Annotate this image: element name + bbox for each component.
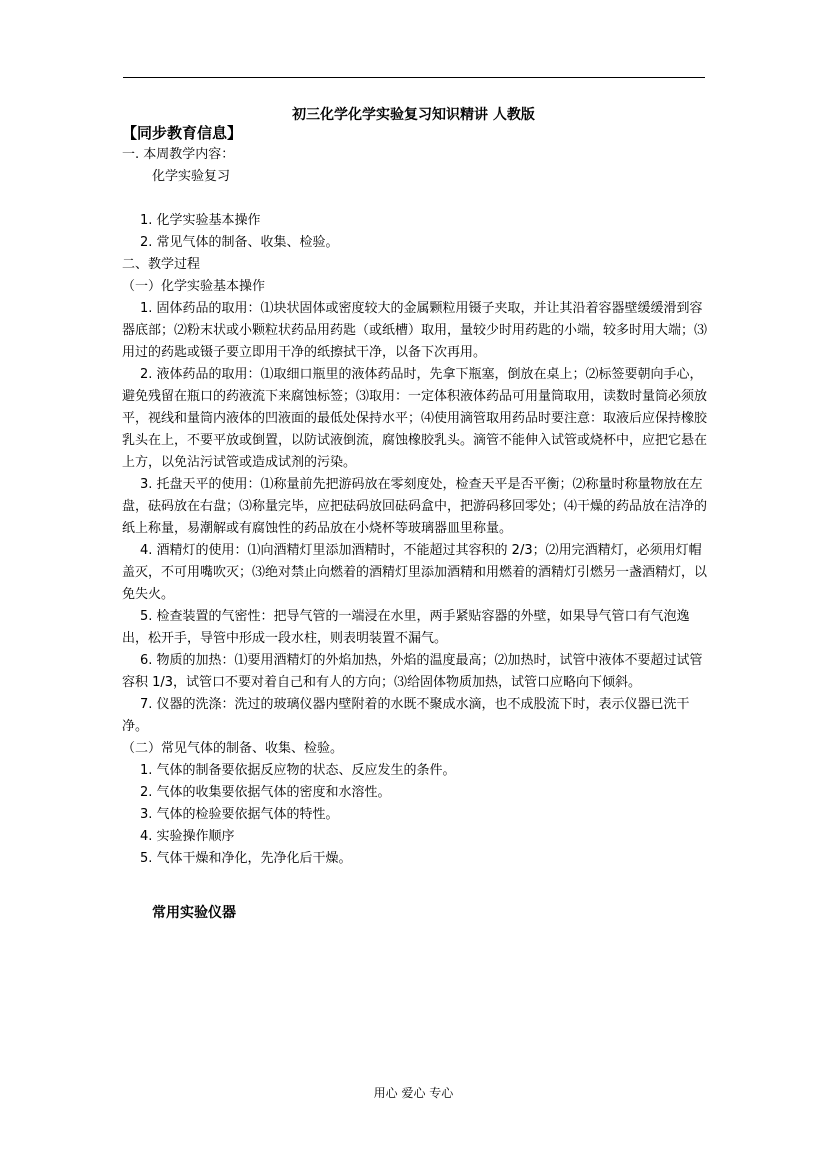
page-footer: 用心 爱心 专心 <box>373 1086 454 1100</box>
section-heading: 【同步教育信息】 <box>122 124 243 142</box>
page-title: 初三化学化学实验复习知识精讲 人教版 <box>292 107 535 123</box>
paragraph-item: 6. 物质的加热：⑴要用酒精灯的外焰加热，外焰的温度最高；⑵加热时，试管中液体不要超过试管容积 1/3，试管口不要对着自己和有人的方向；⑶给固体物质加热，试管口应略向下倾斜。 <box>122 653 703 690</box>
header-rule <box>123 77 705 78</box>
paragraph-item: 1. 固体药品的取用：⑴块状固体或密度较大的金属颗粒用镊子夹取，并让其沿着容器壁缓缓滑到容器底部；⑵粉末状或小颗粒状药品用药匙（或纸槽）取用，量较少时用药匙的小端，较多时用大端；⑶用过的药匙或镊子要立即用干净的纸擦拭干净，以备下次再用。 <box>122 301 708 360</box>
part1-label: 一. 本周教学内容： <box>122 147 235 162</box>
paragraph-item: 5. 检查装置的气密性：把导气管的一端浸在水里，两手紧贴容器的外壁，如果导气管口有气泡逸出，松开手，导管中形成一段水柱，则表明装置不漏气。 <box>122 609 690 646</box>
paragraph-item: 4. 酒精灯的使用：⑴向酒精灯里添加酒精时，不能超过其容积的 2/3；⑵用完酒精灯，必须用灯帽盖灭，不可用嘴吹灭；⑶绝对禁止向燃着的酒精灯里添加酒精和用燃着的酒精灯引燃另一盏酒精灯，以免失火。 <box>122 543 708 602</box>
subsection-1-label: （一）化学实验基本操作 <box>122 279 266 294</box>
spacer <box>122 188 708 210</box>
paragraph-item: 7. 仪器的洗涤：洗过的玻璃仪器内壁附着的水既不聚成水滴，也不成股流下时，表示仪器已洗干净。 <box>122 697 690 734</box>
list-item: 2. 气体的收集要依据气体的密度和水溶性。 <box>140 785 391 800</box>
spacer <box>122 870 708 902</box>
subsection-2-label: （二）常见气体的制备、收集、检验。 <box>122 741 344 756</box>
list-item: 2. 常见气体的制备、收集、检验。 <box>140 235 339 250</box>
part1-topic: 化学实验复习 <box>152 169 231 184</box>
instrument-heading: 常用实验仪器 <box>152 905 236 921</box>
list-item: 3. 气体的检验要依据气体的特性。 <box>140 807 339 822</box>
list-item: 5. 气体干燥和净化，先净化后干燥。 <box>140 851 352 866</box>
list-item: 1. 气体的制备要依据反应物的状态、反应发生的条件。 <box>140 763 456 778</box>
paragraph-item: 2. 液体药品的取用：⑴取细口瓶里的液体药品时，先拿下瓶塞，倒放在桌上；⑵标签要朝向手心，避免残留在瓶口的药液流下来腐蚀标签；⑶取用：一定体积液体药品可用量筒取用，读数时量筒必须放平，视线和量筒内液体的凹液面的最低处保持水平；⑷使用滴管取用药品时要注意：取液后应保持橡胶乳头在上，不要平放或倒置，以防试液倒流，腐蚀橡胶乳头。滴管不能伸入试管或烧杯中，应把它悬在上方，以免沾污试管或造成试剂的污染。 <box>122 367 708 470</box>
part2-label: 二、教学过程 <box>122 257 201 272</box>
list-item: 4. 实验操作顺序 <box>140 829 235 844</box>
list-item: 1. 化学实验基本操作 <box>140 213 261 228</box>
document-body <box>122 122 708 924</box>
paragraph-item: 3. 托盘天平的使用：⑴称量前先把游码放在零刻度处，检查天平是否平衡；⑵称量时称量物放在左盘，砝码放在右盘；⑶称量完毕，应把砝码放回砝码盒中，把游码移回零处；⑷干燥的药品放在洁净的纸上称量，易潮解或有腐蚀性的药品放在小烧杯等玻璃器皿里称量。 <box>122 477 708 536</box>
